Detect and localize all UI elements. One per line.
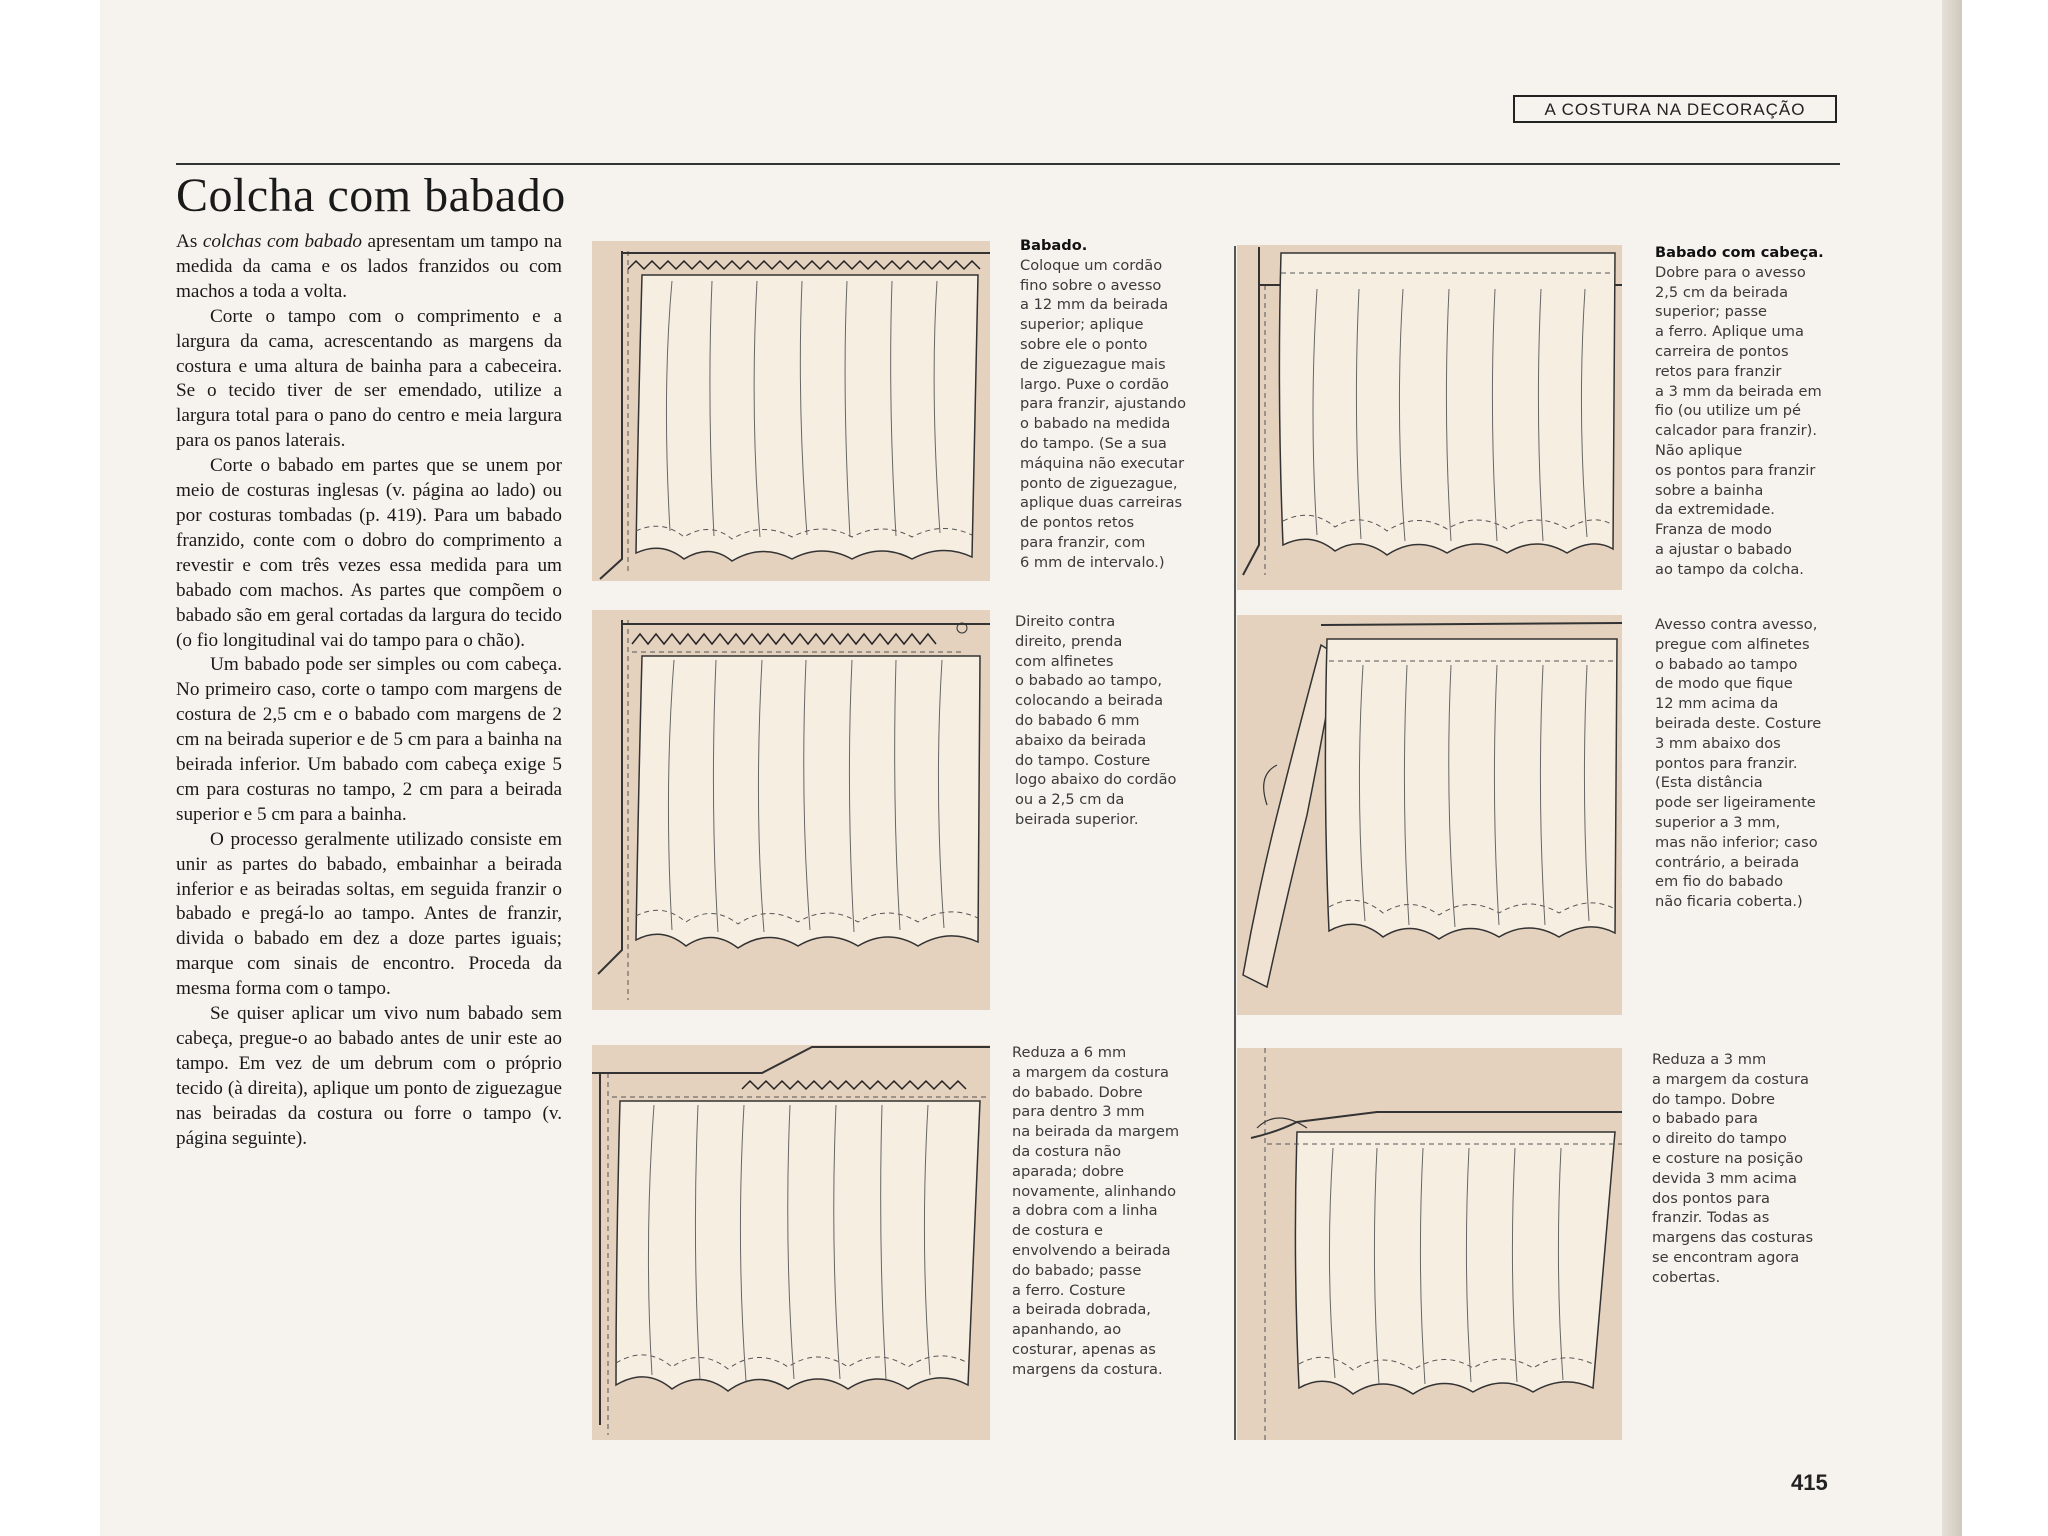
caption-babado [1020, 236, 1230, 573]
illustration-headed-ruffle [1237, 245, 1622, 590]
paragraph-1-intro: As [176, 231, 203, 252]
illustration-ruffle-zigzag [592, 241, 990, 581]
body-text [176, 230, 562, 1152]
caption-trim-headed: Reduza a 3 mm a margem da costura do tampo. Dobre o babado para o direito do tampo e costure na posição devida 3 mm acima dos pontos para franzir. Todas as margens das costuras se encontram agora cobertas. [1652, 1051, 1814, 1286]
caption-babado-text: Coloque um cordão fino sobre o avesso a 12 mm da beirada superior; aplique sobre ele o ponto de ziguezague mais largo. Puxe o cordão para franzir, ajustando o babado na medida do tampo. (Se a sua máquina não executar ponto de ziguezague, aplique duas carreiras de pontos retos para franzir, com 6 mm de intervalo.) [1020, 256, 1187, 571]
page-number: 415 [1791, 1470, 1828, 1495]
page-gutter [1942, 0, 1962, 1536]
body-paragraph-3: Corte o babado em partes que se unem por meio de costuras inglesas (v. página ao lado) ou por costuras tombadas (p. 419). Para um babado franzido, conte com o dobro do comprimento a revestir e com três vezes essa medida para um babado com machos. As partes que compõem o babado são em geral cortadas da largura do tecido (o fio longitudinal vai do tampo para o chão). [176, 455, 562, 651]
caption-trim-seam: Reduza a 6 mm a margem da costura do babado. Dobre para dentro 3 mm na beirada da margem da costura não aparada; dobre novamente, alinhando a dobra com a linha de costura e envolvendo a beirada do babado; passe a ferro. Costure a beirada dobrada, apanhando, ao costurar, apenas as margens da costura. [1012, 1044, 1180, 1378]
figure-headed-ruffle-finished [1237, 1048, 1622, 1440]
figure-ruffle-trimmed [592, 1045, 990, 1440]
header-rule [176, 163, 1840, 165]
body-paragraph-1 [176, 230, 562, 305]
body-paragraph-2: Corte o tampo com o comprimento e a largura da cama, acrescentando as margens da costura e uma altura de bainha para a cabeceira. Se o tecido tiver de ser emendado, utilize a largura total para o pano do centro e meia largura para os panos laterais. [176, 305, 562, 452]
caption-pin-ruffle: Direito contra direito, prenda com alfinetes o babado ao tampo, colocando a beirada do babado 6 mm abaixo da beirada do tampo. Costure logo abaixo do cordão ou a 2,5 cm da beirada superior. [1015, 613, 1177, 828]
body-paragraph-6: Se quiser aplicar um vivo num babado sem cabeça, pregue-o ao babado antes de unir este ao tampo. Em vez de um debrum com o próprio tecido (à direita), aplique um ponto de ziguezague nas beiradas da costura ou forre o tampo (v. página seguinte). [176, 1003, 562, 1149]
illustration-ruffle-trimmed [592, 1045, 990, 1440]
caption-pin-headed: Avesso contra avesso, pregue com alfinetes o babado ao tampo de modo que fique 12 mm acima da beirada deste. Costure 3 mm abaixo dos pontos para franzir. (Esta distância pode ser ligeiramente superior a 3 mm, mas não inferior; caso contrário, a beirada em fio do babado não ficaria coberta.) [1655, 616, 1822, 911]
paragraph-1-emphasis: colchas com babado [202, 231, 363, 252]
caption-babado-com-cabeca [1655, 243, 1855, 580]
body-paragraph-4: Um babado pode ser simples ou com cabeça. No primeiro caso, corte o tampo com margens de costura de 2,5 cm e o babado com margens de 2 cm na beirada superior e de 5 cm para a bainha na beirada inferior. Um babado com cabeça exige 5 cm para costuras no tampo, 2 cm para a beirada superior e 5 cm para a bainha. [176, 654, 562, 825]
caption-babado-com-cabeca-heading: Babado com cabeça. [1655, 244, 1824, 261]
figure-ruffle-zigzag [592, 241, 990, 581]
body-paragraph-5: O processo geralmente utilizado consiste em unir as partes do babado, embainhar a beirada inferior e as beiradas soltas, em seguida franzir o babado e pregá-lo ao tampo. Antes de franzir, divida o babado em dez a doze partes iguais; marque com sinais de encontro. Proceda da mesma forma com o tampo. [176, 828, 562, 1000]
illustration-headed-ruffle-pinned [1237, 615, 1622, 1015]
figure-ruffle-pinned [592, 610, 990, 1010]
figure-headed-ruffle [1237, 245, 1622, 590]
page-title: Colcha com babado [176, 169, 566, 222]
caption-babado-heading: Babado. [1020, 237, 1088, 254]
figure-headed-ruffle-pinned [1237, 615, 1622, 1015]
caption-babado-com-cabeca-text: Dobre para o avesso 2,5 cm da beirada superior; passe a ferro. Aplique uma carreira de pontos retos para franzir a 3 mm da beirada em fio (ou utilize um pé calcador para franzir). Não aplique os pontos para franzir sobre a bainha da extremidade. Franza de modo a ajustar o babado ao tampo da colcha. [1655, 263, 1822, 578]
section-header-tag: A COSTURA NA DECORAÇÃO [1513, 95, 1837, 123]
illustration-ruffle-pinned [592, 610, 990, 1010]
paragraph-1-rest: apresentam um tampo na medida da cama e os lados franzidos ou com machos a toda a volta. [176, 231, 563, 302]
illustration-headed-ruffle-finished [1237, 1048, 1622, 1440]
column-divider [1234, 246, 1236, 1440]
